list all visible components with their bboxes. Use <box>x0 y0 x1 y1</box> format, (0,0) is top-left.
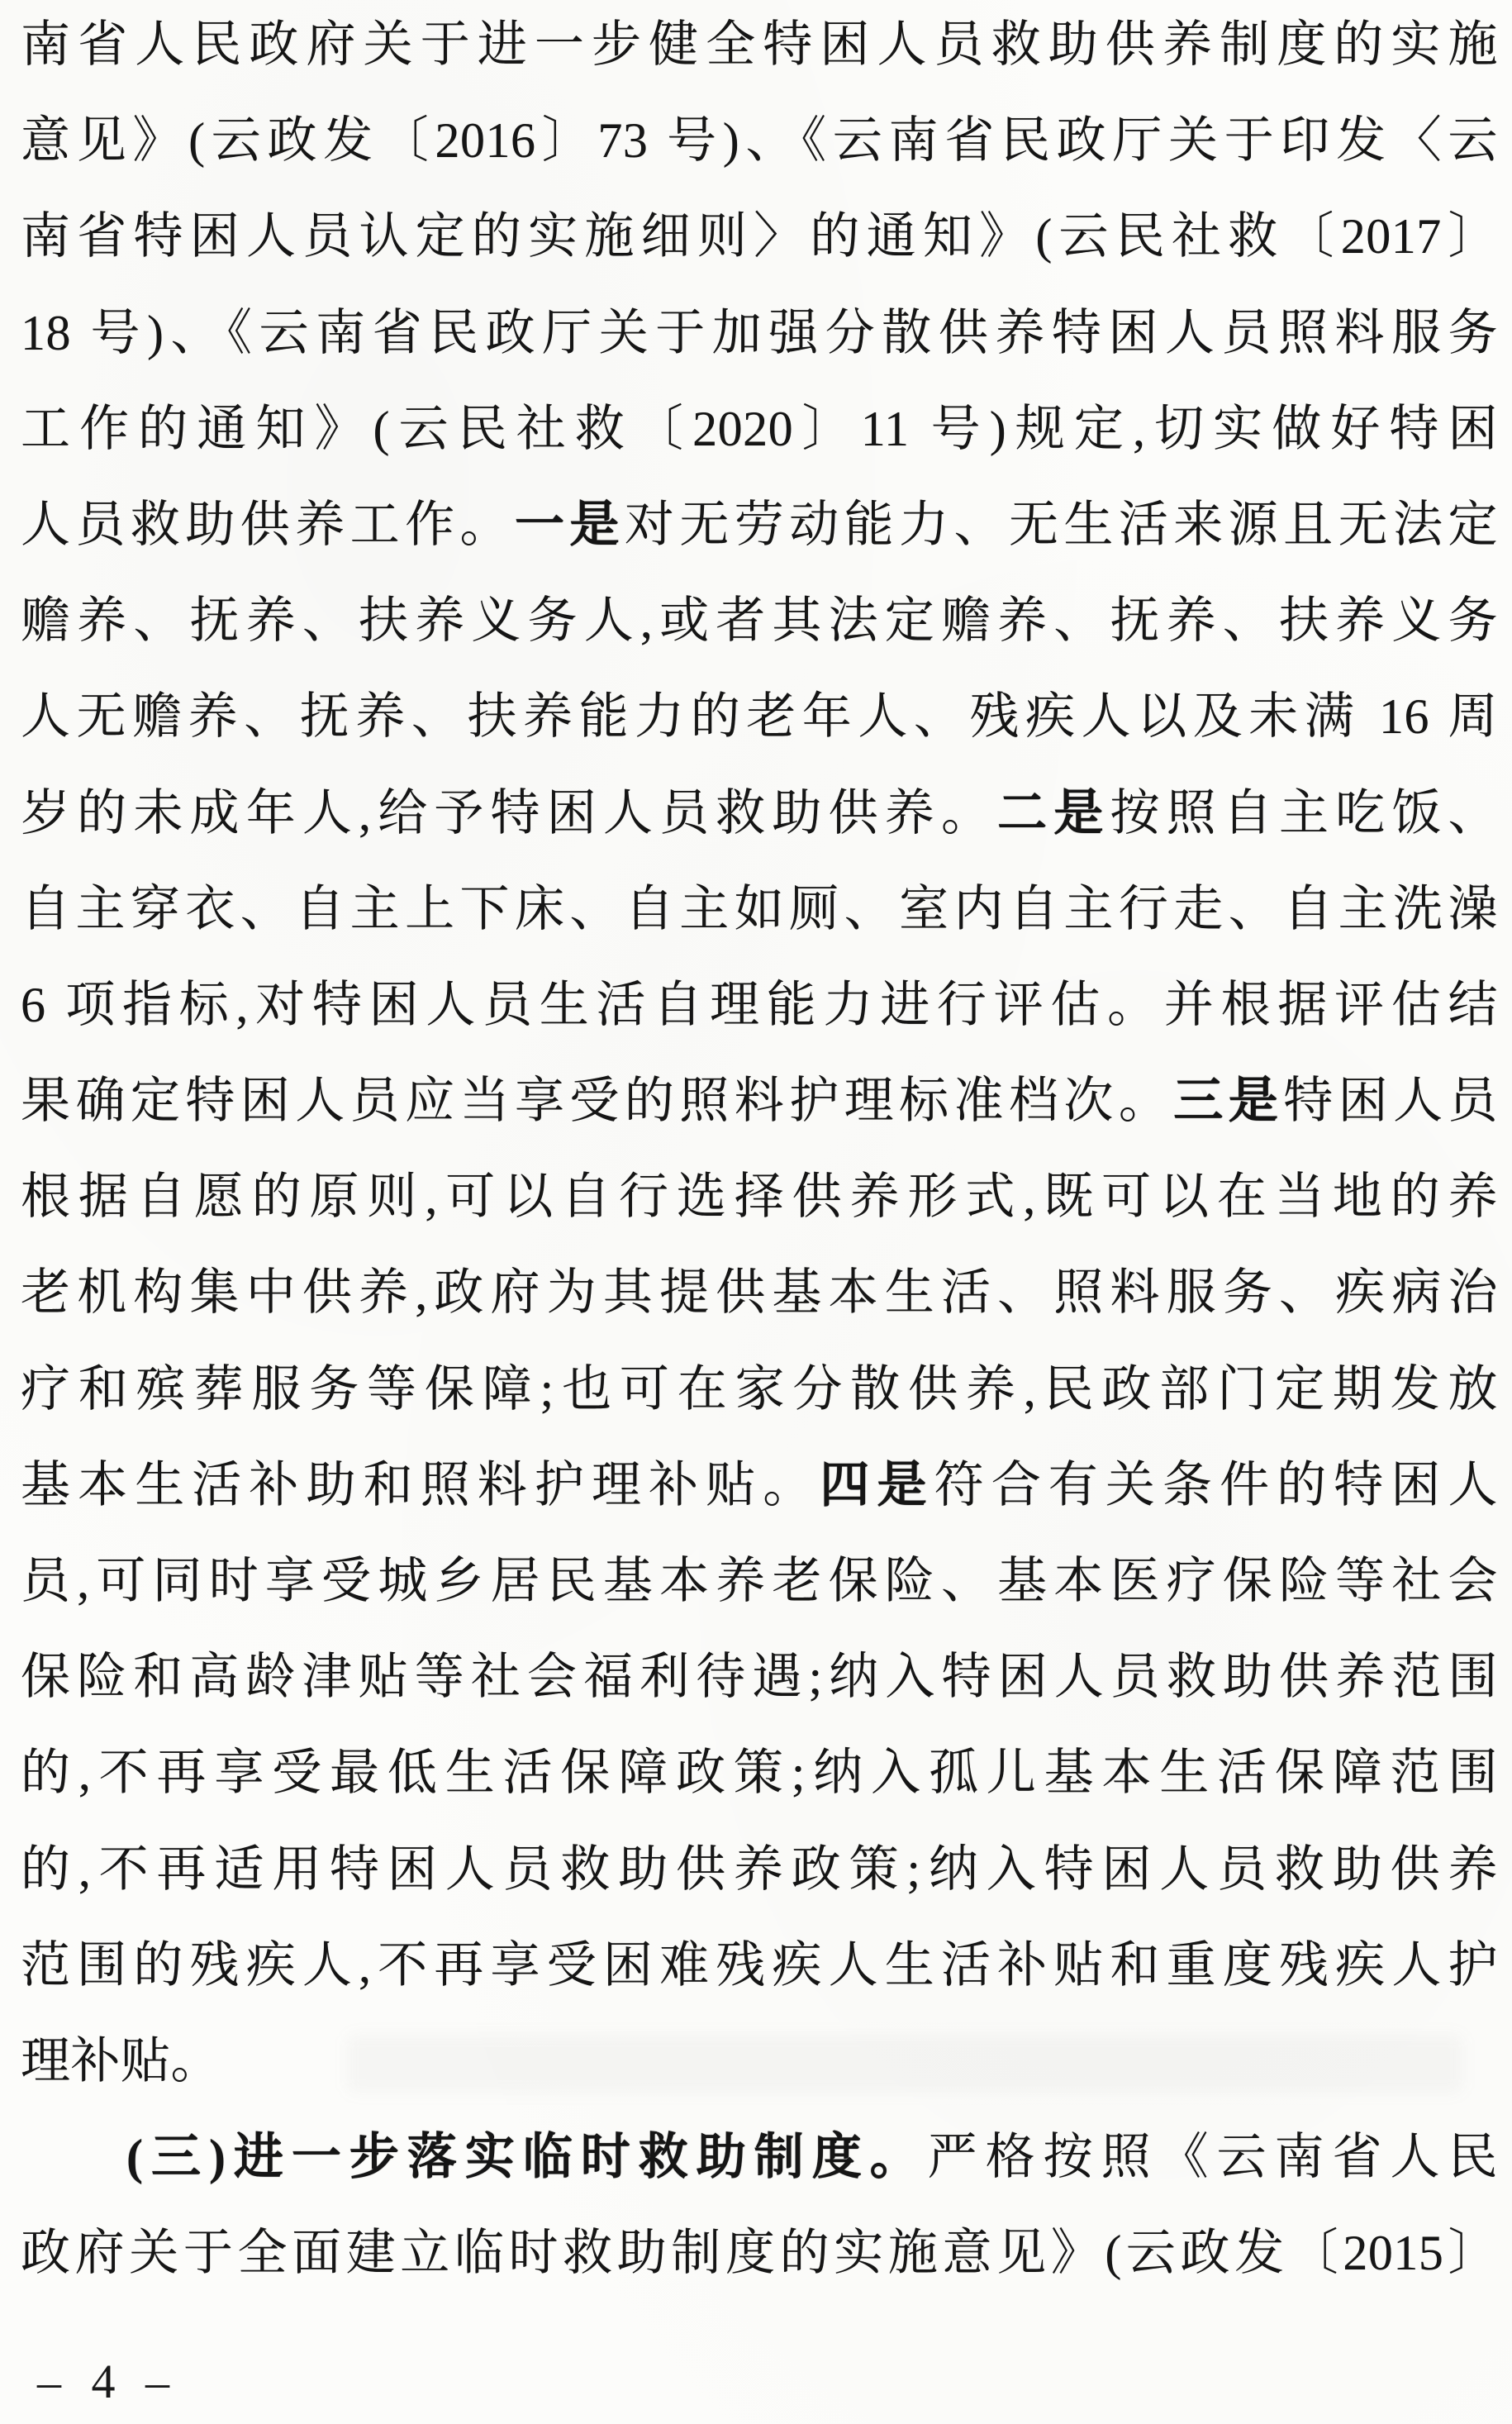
text-segment: 果确定特困人员应当享受的照料护理标准档次。 <box>21 1074 1174 1129</box>
document-line <box>21 381 1498 477</box>
text-segment: 老机构集中供养,政府为其提供基本生活、照料服务、疾病治 <box>21 1265 1498 1321</box>
text-segment: 工作的通知》(云民社救〔2020〕11 号)规定,切实做好特困 <box>21 401 1498 456</box>
bold-text-segment: 三是 <box>1173 1074 1284 1129</box>
text-segment: 基本生活补助和照料护理补贴。 <box>21 1457 820 1512</box>
document-lines <box>21 0 1498 2302</box>
text-segment: 自主穿衣、自主上下床、自主如厕、室内自主行走、自主洗澡 <box>21 881 1498 936</box>
document-line <box>21 93 1498 188</box>
text-segment: 保险和高龄津贴等社会福利待遇;纳入特困人员救助供养范围 <box>21 1650 1498 1705</box>
text-segment: 疗和殡葬服务等保障;也可在家分散供养,民政部门定期发放 <box>21 1361 1498 1417</box>
bold-text-segment: 一是 <box>514 497 625 552</box>
text-segment: 南省人民政府关于进一步健全特困人员救助供养制度的实施 <box>21 17 1498 72</box>
document-line <box>21 1053 1498 1149</box>
text-segment: 赡养、抚养、扶养义务人,或者其法定赡养、抚养、扶养义务 <box>21 593 1498 649</box>
bold-text-segment: (三)进一步落实临时救助制度。 <box>126 2130 928 2185</box>
document-line <box>21 1533 1498 1629</box>
document-line <box>21 2109 1498 2205</box>
text-segment: 政府关于全面建立临时救助制度的实施意见》(云政发〔2015〕 <box>21 2226 1498 2281</box>
bold-text-segment: 四是 <box>820 1457 934 1512</box>
text-segment: 员,可同时享受城乡居民基本养老保险、基本医疗保险等社会 <box>21 1554 1498 1608</box>
document-line <box>21 0 1498 93</box>
bold-text-segment: 二是 <box>997 785 1110 841</box>
document-line <box>21 1149 1498 1245</box>
text-segment: 按照自主吃饭、 <box>1110 785 1499 841</box>
document-line <box>21 477 1498 573</box>
page-number: – 4 – <box>37 2355 171 2408</box>
text-segment: 南省特困人员认定的实施细则〉的通知》(云民社救〔2017〕 <box>21 209 1498 264</box>
text-segment: 的,不再享受最低生活保障政策;纳入孤儿基本生活保障范围 <box>21 1745 1498 1801</box>
document-line <box>21 1725 1498 1821</box>
text-segment: 特困人员 <box>1283 1074 1499 1129</box>
document-line <box>21 188 1498 284</box>
document-line <box>21 765 1498 861</box>
text-segment: 人员救助供养工作。 <box>21 497 515 552</box>
text-segment: 符合有关条件的特困人 <box>934 1457 1499 1512</box>
text-segment: 的,不再适用特困人员救助供养政策;纳入特困人员救助供养 <box>21 1841 1498 1897</box>
text-segment: 对无劳动能力、无生活来源且无法定 <box>624 497 1499 552</box>
document-line <box>21 861 1498 957</box>
document-line <box>21 1917 1498 2013</box>
text-segment: 18 号)、《云南省民政厅关于加强分散供养特困人员照料服务 <box>21 305 1498 360</box>
document-line <box>21 573 1498 669</box>
document-line <box>21 1437 1498 1533</box>
text-segment: 意见》(云政发〔2016〕73 号)、《云南省民政厅关于印发〈云 <box>21 113 1498 169</box>
document-line <box>21 1245 1498 1341</box>
text-segment: 人无赡养、抚养、扶养能力的老年人、残疾人以及未满 16 周 <box>21 689 1498 745</box>
text-segment: 理补贴。 <box>21 2033 221 2088</box>
text-segment: 岁的未成年人,给予特困人员救助供养。 <box>21 785 998 841</box>
document-line <box>21 669 1498 764</box>
document-line <box>21 957 1498 1053</box>
document-line <box>21 2205 1498 2301</box>
text-segment: 6 项指标,对特困人员生活自理能力进行评估。并根据评估结 <box>21 977 1498 1032</box>
document-line <box>21 1341 1498 1437</box>
document-line <box>21 2013 1498 2109</box>
document-line <box>21 1822 1498 1917</box>
text-segment: 范围的残疾人,不再享受困难残疾人生活补贴和重度残疾人护 <box>21 1937 1498 1993</box>
text-segment: 根据自愿的原则,可以自行选择供养形式,既可以在当地的养 <box>21 1169 1498 1225</box>
document-line <box>21 285 1498 381</box>
text-segment: 严格按照《云南省人民 <box>927 2130 1498 2185</box>
document-line <box>21 1629 1498 1725</box>
